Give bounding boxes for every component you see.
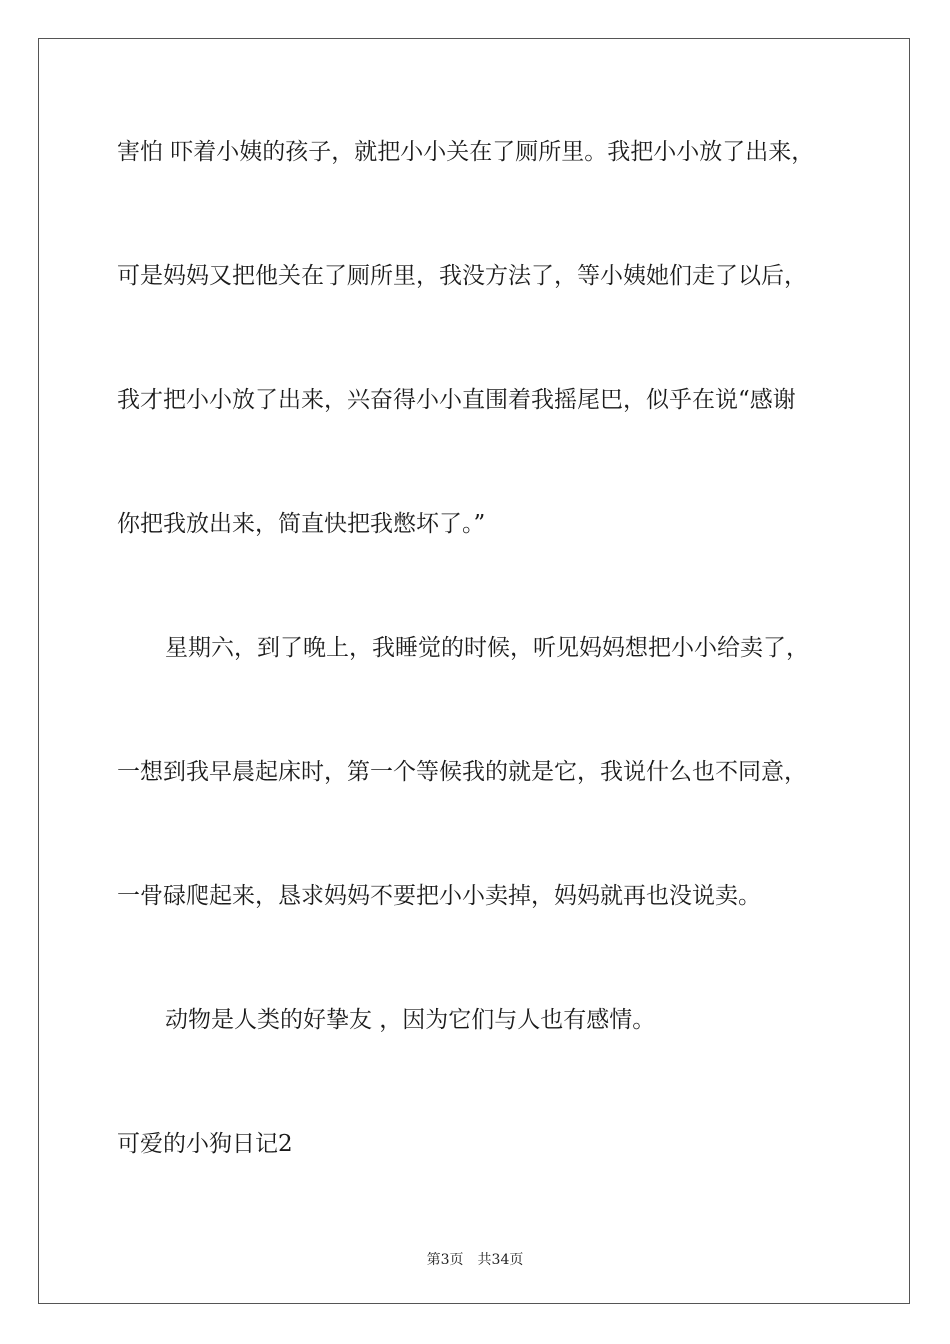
paragraph-line-8: 动物是人类的好挚友 ，因为它们与人也有感情。 [165, 1007, 656, 1033]
page-footer [0, 1249, 950, 1269]
paragraph-line-4: 你把我放出来，简直快把我憋坏了。” [117, 511, 486, 537]
page-number: 第3页 [426, 1252, 464, 1268]
page-border [38, 38, 910, 1304]
paragraph-line-5: 星期六，到了晚上，我睡觉的时候，听见妈妈想把小小给卖了， [165, 635, 809, 661]
paragraph-line-1: 害怕 吓着小姨的孩子，就把小小关在了厕所里。我把小小放了出来， [117, 139, 815, 165]
paragraph-line-7: 一骨碌爬起来，恳求妈妈不要把小小卖掉，妈妈就再也没说卖。 [117, 883, 761, 909]
paragraph-line-6: 一想到我早晨起床时，第一个等候我的就是它，我说什么也不同意， [117, 759, 807, 785]
paragraph-line-2: 可是妈妈又把他关在了厕所里，我没方法了，等小姨她们走了以后， [117, 263, 807, 289]
paragraph-line-3: 我才把小小放了出来，兴奋得小小直围着我摇尾巴，似乎在说“感谢 [117, 387, 796, 413]
page-total: 共34页 [477, 1252, 524, 1268]
section-title: 可爱的小狗日记2 [117, 1131, 293, 1157]
